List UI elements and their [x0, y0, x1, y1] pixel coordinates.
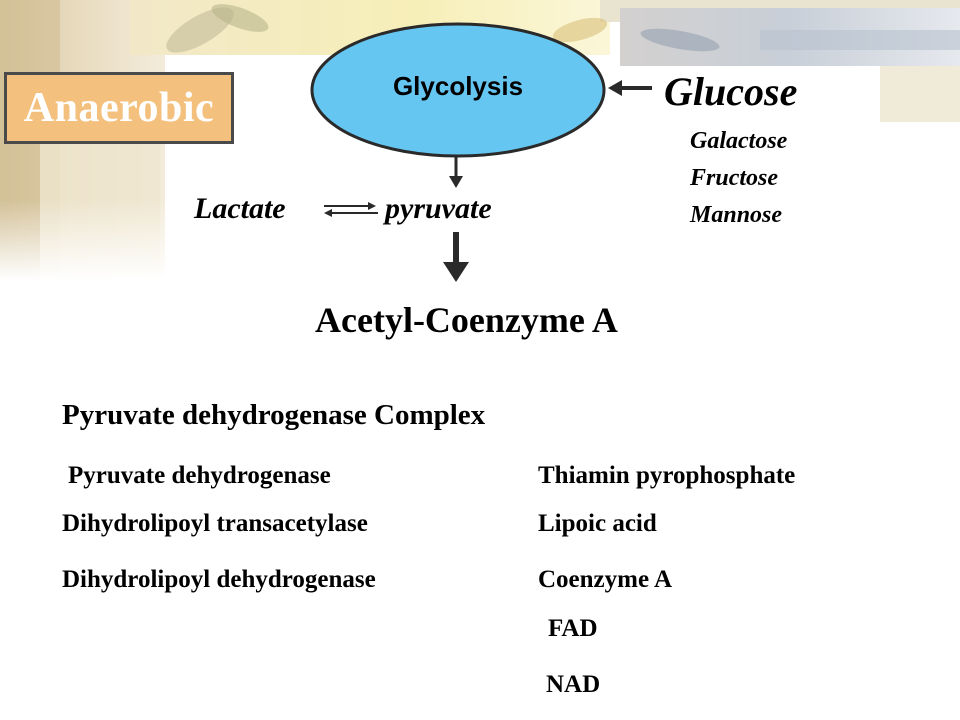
pyruvate-to-acetyl-coa-arrow: [443, 232, 469, 282]
sugar-fructose: Fructose: [690, 165, 779, 191]
cofactor-3: Coenzyme A: [538, 566, 672, 593]
glucose-label: Glucose: [664, 69, 798, 114]
enzyme-3: Dihydrolipoyl dehydrogenase: [62, 566, 376, 593]
sugar-galactose: Galactose: [690, 128, 788, 154]
pyruvate-label: pyruvate: [385, 192, 492, 225]
acetyl-coa-label: Acetyl-Coenzyme A: [315, 300, 618, 340]
lactate-label: Lactate: [194, 192, 286, 225]
cofactor-4: FAD: [548, 615, 598, 642]
enzyme-2: Dihydrolipoyl transacetylase: [62, 510, 368, 537]
enzyme-1: Pyruvate dehydrogenase: [68, 462, 331, 489]
glycolysis-to-pyruvate-arrow: [449, 156, 463, 188]
sugar-mannose: Mannose: [690, 202, 783, 228]
cofactor-5: NAD: [546, 671, 601, 698]
complex-title: Pyruvate dehydrogenase Complex: [62, 399, 486, 431]
anaerobic-label: Anaerobic: [23, 85, 215, 131]
cofactor-2: Lipoic acid: [538, 510, 657, 537]
lactate-pyruvate-equilibrium-arrows: [324, 202, 378, 217]
cofactor-1: Thiamin pyrophosphate: [538, 462, 796, 489]
glycolysis-label: Glycolysis: [392, 71, 524, 101]
glucose-arrow: [608, 80, 652, 96]
